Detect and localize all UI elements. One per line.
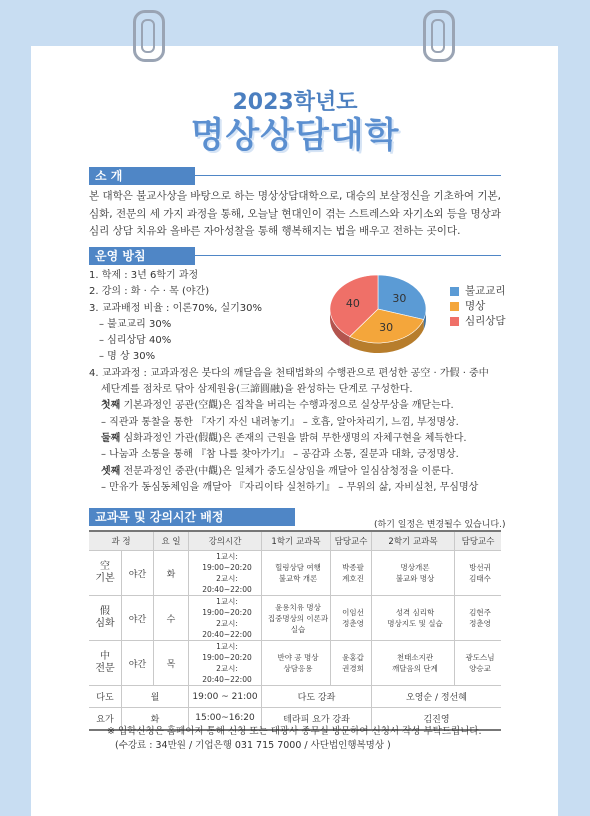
professor-cell [455,551,502,596]
stage-text: 기본과정인 공관(空觀)은 집착을 버리는 수행과정으로 실상무상을 깨닫는다. [123,400,454,412]
list-item: 1. 학제 : 3년 6학기 과정 [89,270,199,281]
course-hanja: 中 [100,651,110,662]
day-cell: 목 [154,641,189,686]
time-cell: 19:00 ~ 21:00 [189,686,262,708]
type-cell: 야간 [122,551,154,596]
table-row [89,596,501,641]
list-item [89,464,509,480]
column-header: 2학기 교과목 [372,531,455,551]
operation-list [89,268,509,496]
subject-cell [372,551,455,596]
time-cell: 15:00~16:20 [189,708,262,730]
list-item: – 불교교리 30% [99,318,172,330]
subject-line: 집중명상의 이론과 실습 [267,613,329,634]
binder-clip-icon [133,10,165,62]
subject-cell [262,551,331,596]
stage-label: 둘째 [101,432,121,444]
course-name: 전문 [95,663,115,674]
professor-cell: 김진영 [372,708,502,730]
legend-item [450,314,506,329]
subject-line: 성격 심리학 [395,608,435,617]
schedule-table [89,530,501,731]
subject-line: 명상지도 및 실습 [387,619,443,628]
divider [195,175,501,176]
column-header: 요 일 [154,531,189,551]
professor-line: 정춘영 [342,619,364,628]
pie-data-label: 30 [379,320,394,334]
professor-cell [455,596,502,641]
time-cell [189,551,262,596]
professor-line: 계호진 [342,574,364,583]
list-item [89,431,509,447]
day-cell: 월 [122,686,189,708]
footer-line: ※ 입학신청은 홈페이지 통해 신청 또는 대광사 종무실 방문하여 신청서 작성 부탁드립니다. [107,726,482,737]
stage-text: 전문과정인 중관(中觀)은 일체가 중도실상임을 깨달아 일심삼청정을 이룬다. [123,465,454,477]
legend-swatch [450,317,459,326]
intro-text: 본 대학은 불교사상을 바탕으로 하는 명상상담대학으로, 대승의 보살정신을 기초하여 기본, 심화, 전문의 세 가지 과정을 통해, 오늘날 현대인이 겪는 스트레스와 자기소외 등을 명상과 심리 상담 치유와 올바른 자아성찰을 통해 행복해지는 법을 배우고 전하는 곳이다. [89,190,502,237]
professor-line: 권경희 [342,664,364,673]
professor-line: 이임선 [342,608,364,617]
course-name: 심화 [95,618,115,629]
course-cell: 요가 [89,708,122,730]
subject-line: 천태소지관 [396,653,434,662]
subject-line: 상담응용 [283,664,313,673]
professor-cell: 오영순 / 정선혜 [372,686,502,708]
day-cell: 화 [154,551,189,596]
subject-cell [372,596,455,641]
course-hanja: 空 [100,561,110,572]
page-title: 명상상담대학 [190,116,400,156]
schedule-heading: 교과목 및 강의시간 배정 [89,508,295,526]
time-cell [189,596,262,641]
footer-notice [107,725,482,753]
subject-line: 힐링상담 여행 [275,563,321,572]
course-cell [89,551,122,596]
day-cell: 화 [122,708,189,730]
time-line: 2교시: 20:40~22:00 [202,619,252,639]
professor-line: 양승교 [469,664,491,673]
time-line: 1교시: 19:00~20:20 [202,552,252,572]
pie-data-label: 30 [392,292,407,306]
list-item: 4. 교과과정 : 교과과정은 붓다의 깨달음을 천태법화의 수행관으로 편성한 공空 · 가假 · 중中 [89,367,489,379]
list-item: 3. 교과배정 비율 : 이론70%, 실기30% [89,302,263,314]
table-header-row [89,531,501,551]
day-cell: 수 [154,596,189,641]
intro-heading: 소 개 [89,167,195,185]
subject-cell [262,596,331,641]
professor-line: 김태수 [469,574,491,583]
course-hanja: 假 [100,606,110,617]
professor-line: 정춘영 [469,619,491,628]
subject-line: 깨달음의 단계 [392,664,438,673]
column-header: 과 정 [89,531,154,551]
course-cell: 다도 [89,686,122,708]
professor-line: 박종팔 [342,563,364,572]
professor-cell [331,596,372,641]
list-item: – 만유가 동심동체임을 깨달아 『자리이타 실천하기』 – 무위의 삶, 자비실천, 무심명상 [101,481,479,493]
chart-legend [450,284,506,329]
stage-label: 셋째 [101,465,121,477]
time-line: 2교시: 20:40~22:00 [202,574,252,594]
column-header: 강의시간 [189,531,262,551]
subject-line: 반야 공 명상 [277,653,319,662]
operation-heading: 운영 방침 [89,247,195,265]
schedule-note: (하기 일정은 변경될수 있습니다.) [374,520,506,530]
table-row [89,551,501,596]
table-row [89,641,501,686]
legend-label: 심리상담 [465,315,506,327]
legend-item [450,299,506,314]
list-item [89,398,509,414]
list-item: – 명 상 30% [99,351,156,363]
course-cell [89,596,122,641]
type-cell: 야간 [122,641,154,686]
curriculum-pie-chart [318,265,438,365]
divider [195,255,501,256]
pie-data-label: 40 [345,297,360,311]
course-cell [89,641,122,686]
column-header: 담당교수 [455,531,502,551]
professor-line: 김현주 [469,608,491,617]
stage-text: 심화과정인 가관(假觀)은 존재의 근원을 밝혀 무한생명의 자체구현을 체득한다. [123,432,467,444]
column-header: 담당교수 [331,531,372,551]
legend-label: 불교교리 [465,285,506,297]
subject-line: 윤용치유 명상 [275,602,321,612]
professor-line: 방선귀 [469,563,491,572]
professor-cell [331,641,372,686]
legend-swatch [450,287,459,296]
footer-line: (수강료 : 34만원 / 기업은행 031 715 7000 / 사단법인행복명상 ) [115,740,391,751]
subject-line: 불교와 명상 [395,574,435,583]
subject-cell [372,641,455,686]
time-line: 1교시: 19:00~20:20 [202,642,252,662]
course-name: 기본 [95,573,115,584]
binder-clip-icon [423,10,455,62]
subject-cell: 테라피 요가 강좌 [262,708,372,730]
legend-swatch [450,302,459,311]
list-item: – 심리상담 40% [99,335,172,347]
list-item: – 나눔과 소통을 통해 『참 나를 찾아가기』 – 공감과 소통, 질문과 대화, 긍정명상. [101,449,459,461]
subject-cell [262,641,331,686]
professor-line: 윤홍갑 [342,653,364,662]
professor-cell [455,641,502,686]
type-cell: 야간 [122,596,154,641]
legend-item [450,284,506,299]
time-line: 1교시: 19:00~20:20 [202,597,252,617]
list-item: – 직관과 통찰을 통한 『자기 자신 내려놓기』 – 호흡, 알아차리기, 느낌, 부정명상. [101,416,459,428]
professor-line: 광도스님 [465,653,495,662]
table-row [89,686,501,708]
subject-cell: 다도 강좌 [262,686,372,708]
professor-cell [331,551,372,596]
year-heading: 2023학년도 [232,90,358,115]
list-item: 2. 강의 : 화 · 수 · 목 (야간) [89,286,210,298]
list-item: 세단계를 점차로 닦아 삼제원융(三諦圓融)을 완성하는 단계로 구성한다. [101,384,413,396]
legend-label: 명상 [465,300,486,312]
subject-line: 불교학 개론 [278,574,318,583]
time-cell [189,641,262,686]
time-line: 2교시: 20:40~22:00 [202,664,252,684]
column-header: 1학기 교과목 [262,531,331,551]
stage-label: 첫째 [101,400,121,412]
subject-line: 명상개론 [400,563,430,572]
